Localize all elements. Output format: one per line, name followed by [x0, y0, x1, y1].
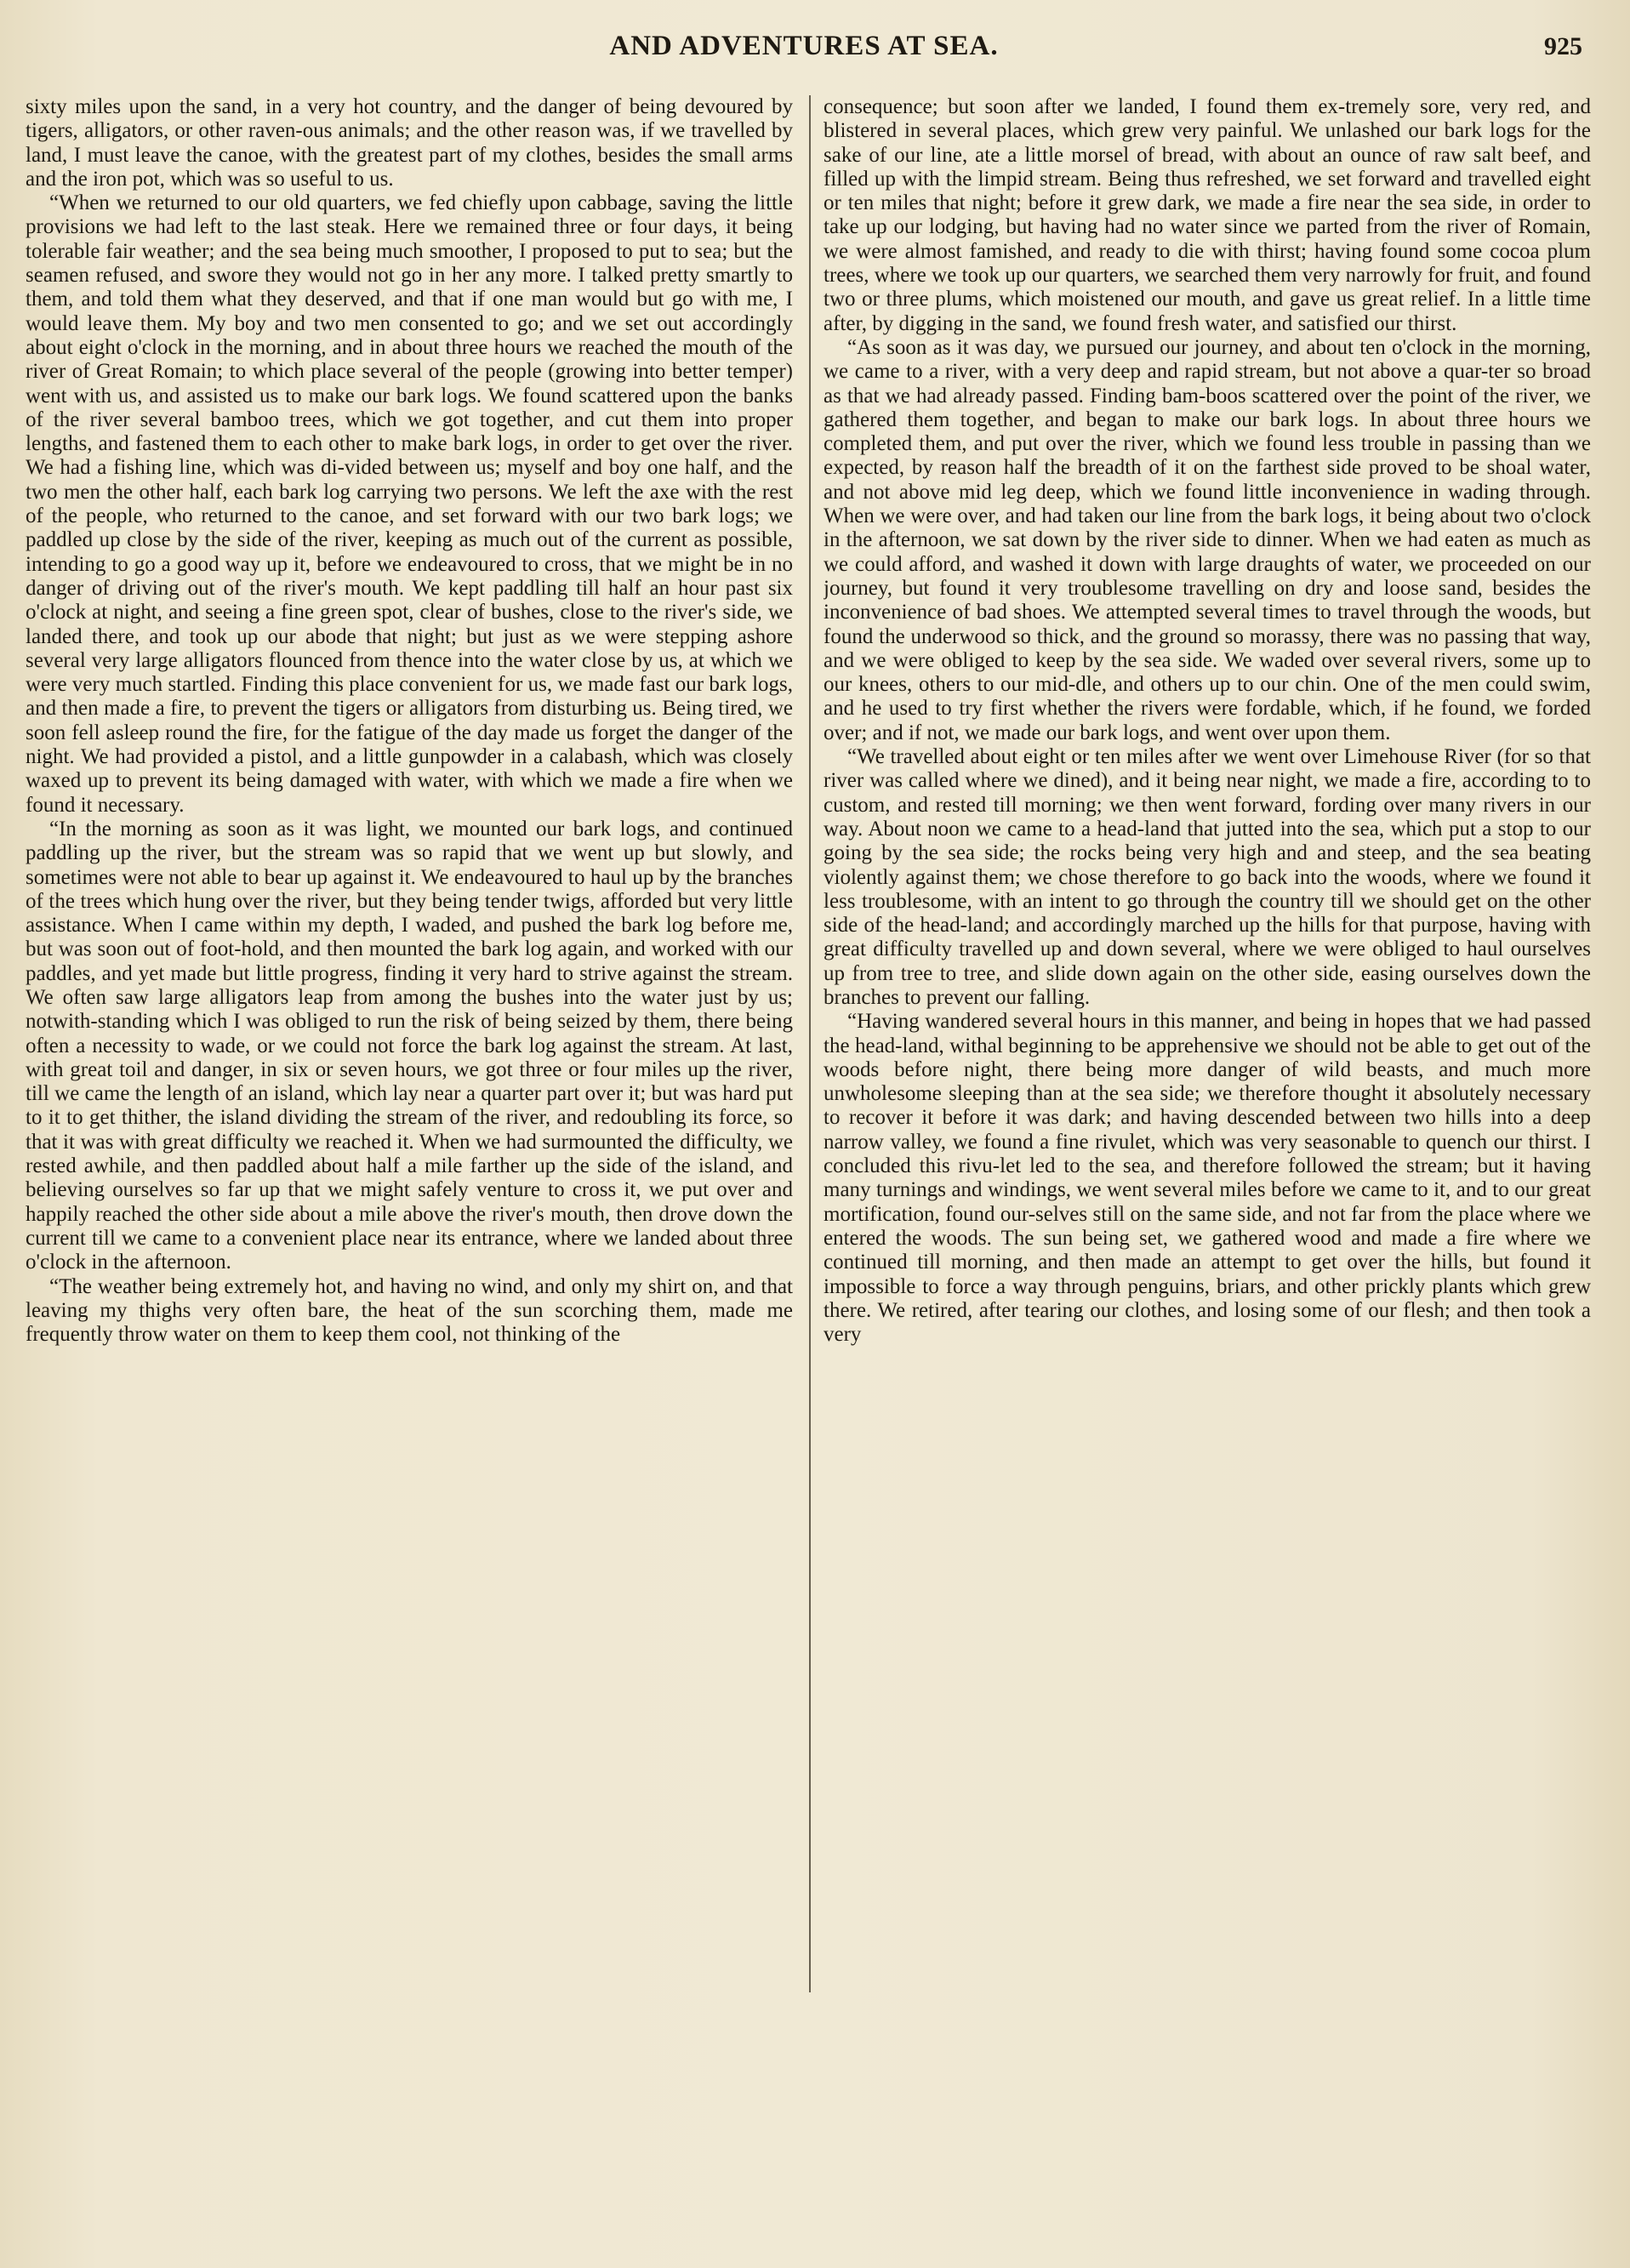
page-number: 925 [1544, 32, 1582, 60]
paragraph: “When we returned to our old quarters, we fed chiefly upon cabbage, saving the little provisions we had left to the last steak. Here we remained three or four days, it being tolerable fair weather; and the sea being much smoother, I proposed to put to sea; but the seamen refused, and swore they would not go in her any more. I talked pretty smartly to them, and told them what they deserved, and that if one man would but go with me, I would leave them. My boy and two men consented to go; and we set out accordingly about eight o'clock in the morning, and in about three hours we reached the mouth of the river of Great Romain; to which place several of the people (growing into better temper) went with us, and assisted us to make our bark logs. We found scattered upon the banks of the river several bamboo trees, which we got together, and cut them into proper lengths, and fastened them to each other to make bark logs, in order to get over the river. We had a fishing line, which was di-vided between us; myself and boy one half, and the two men the other half, each bark log carrying two persons. We left the axe with the rest of the people, who returned to the canoe, and set forward with our two bark logs; we paddled up close by the side of the river, keeping as much out of the current as possible, intending to go a good way up it, before we endeavoured to cross, that we might be in no danger of driving out of the river's mouth. We kept paddling till half an hour past six o'clock at night, and seeing a fine green spot, clear of bushes, close to the river's side, we landed there, and took up our abode that night; but just as we were stepping ashore several very large alligators flounced from thence into the water close by us, at which we were very much startled. Finding this place convenient for us, we made fast our bark logs, and then made a fire, to prevent the tigers or alligators from disturbing us. Being tired, we soon fell asleep round the fire, for the fatigue of the day made us forget the danger of the night. We had provided a pistol, and a little gunpowder in a calabash, which was closely waxed up to prevent its being damaged with water, with which we made a fire when we found it necessary. [26, 191, 793, 817]
running-title: AND ADVENTURES AT SEA. [609, 31, 999, 61]
text-columns [26, 95, 1591, 2222]
paragraph: consequence; but soon after we landed, I found them ex-tremely sore, very red, and blistered in several places, which grew very painful. We unlashed our bark logs for the sake of our line, ate a little morsel of bread, with about an ounce of raw salt beef, and filled up with the limpid stream. Being thus refreshed, we set forward and travelled eight or ten miles that night; before it grew dark, we made a fire near the sea side, in order to take up our lodging, but having had no water since we parted from the river of Romain, we were almost famished, and ready to die with thirst; having found some cocoa plum trees, where we took up our quarters, we searched them very narrowly for fruit, and found two or three plums, which moistened our mouth, and gave us great relief. In a little time after, by digging in the sand, we found fresh water, and satisfied our thirst. [824, 95, 1591, 335]
paragraph: “In the morning as soon as it was light, we mounted our bark logs, and continued paddling up the river, but the stream was so rapid that we went up but slowly, and sometimes were not able to bear up against it. We endeavoured to haul up by the branches of the trees which hung over the river, but they being tender twigs, afforded but very little assistance. When I came within my depth, I waded, and pushed the bark log before me, but was soon out of foot-hold, and then mounted the bark log again, and worked with our paddles, and yet made but little progress, finding it very hard to strive against the stream. We often saw large alligators leap from among the bushes into the water just by us; notwith-standing which I was obliged to run the risk of being seized by them, there being often a necessity to wade, or we could not force the bark log against the stream. At last, with great toil and danger, in six or seven hours, we got three or four miles up the river, till we came the length of an island, which lay near a quarter part over it; but was hard put to it to get thither, the island dividing the stream of the river, and redoubling its force, so that it was with great difficulty we reached it. When we had surmounted the difficulty, we rested awhile, and then paddled about half a mile farther up the side of the island, and believing ourselves so far up that we might safely venture to cross it, we put over and happily reached the other side about a mile above the river's mouth, then drove down the current till we came to a convenient place near its entrance, where we landed about three o'clock in the afternoon. [26, 817, 793, 1274]
running-header [26, 26, 1582, 68]
paragraph: “Having wandered several hours in this manner, and being in hopes that we had passed the head-land, withal beginning to be apprehensive we should not be able to get out of the woods before night, there being more danger of wild beasts, and much more unwholesome sleeping than at the sea side; we therefore thought it absolutely necessary to recover it before it was dark; and having descended between two hills into a deep narrow valley, we found a fine rivulet, which was very seasonable to quench our thirst. I concluded this rivu-let led to the sea, and therefore followed the stream; but it having many turnings and windings, we went several miles before we came to it, and to our great mortification, found our-selves still on the same side, and not far from the place where we entered the woods. The sun being set, we gathered wood and made a fire where we continued till morning, and then made an attempt to get over the hills, but found it impossible to force a way through penguins, briars, and other prickly plants which grew there. We retired, after tearing our clothes, and losing some of our flesh; and then took a very [824, 1010, 1591, 1347]
right-column [824, 95, 1591, 2222]
paragraph: “As soon as it was day, we pursued our journey, and about ten o'clock in the morning, we came to a river, with a very deep and rapid stream, but not above a quar-ter so broad as that we had already passed. Finding bam-boos scattered over the point of the river, we gathered them together, and began to make our bark logs. In about three hours we completed them, and put over the river, which we found less trouble in passing than we expected, by reason half the breadth of it on the farthest side proved to be shoal water, and not above mid leg deep, which we found little inconvenience in wading through. When we were over, and had taken our line from the bark logs, it being about two o'clock in the afternoon, we sat down by the river side to dinner. When we had eaten as much as we could afford, and washed it down with large draughts of water, we proceeded on our journey, but found it very troublesome travelling on dry and loose sand, besides the inconvenience of bad shoes. We attempted several times to travel through the woods, but found the underwood so thick, and the ground so morassy, there was no passing that way, and we were obliged to keep by the sea side. We waded over several rivers, some up to our knees, others to our mid-dle, and others up to our chin. One of the men could swim, and he used to try first whether the rivers were fordable, which, if he found, we forded over; and if not, we made our bark logs, and went over upon them. [824, 335, 1591, 744]
left-column [26, 95, 793, 2222]
paragraph: “We travelled about eight or ten miles after we went over Limehouse River (for so that river was called where we dined), and it being near night, we made a fire, according to to custom, and rested till morning; we then went forward, fording over many rivers in our way. About noon we came to a head-land that jutted into the sea, which put a stop to our going by the sea side; the rocks being very high and and steep, and the sea beating violently against them; we chose therefore to go back into the woods, where we found it less troublesome, with an intent to go through the country till we should get on the other side of the head-land; and accordingly marched up the hills for that purpose, having with great difficulty travelled up and down several, where we were obliged to haul ourselves up from tree to tree, and slide down again on the other side, easing ourselves down the branches to prevent our falling. [824, 745, 1591, 1009]
paragraph: sixty miles upon the sand, in a very hot country, and the danger of being devoured by tigers, alligators, or other raven-ous animals; and the other reason was, if we travelled by land, I must leave the canoe, with the greatest part of my clothes, besides the small arms and the iron pot, which was so useful to us. [26, 95, 793, 191]
paragraph: “The weather being extremely hot, and having no wind, and only my shirt on, and that leaving my thighs very often bare, the heat of the sun scorching them, made me frequently throw water on them to keep them cool, not thinking of the [26, 1274, 793, 1347]
